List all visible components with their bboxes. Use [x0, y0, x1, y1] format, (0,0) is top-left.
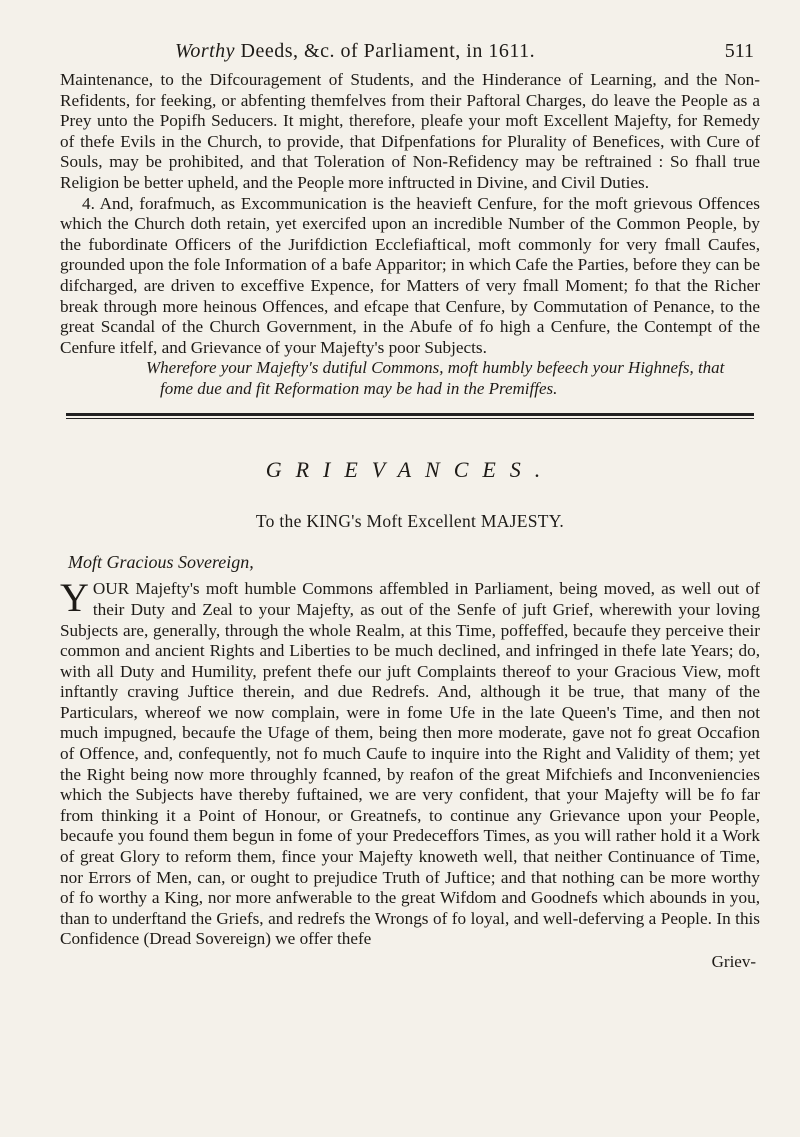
page-number: 511: [724, 40, 754, 62]
running-title-rest: Deeds, &c. of Parliament, in 1611.: [235, 40, 536, 62]
document-page: [60, 38, 760, 971]
drop-cap: Y: [60, 575, 89, 621]
body-text: OUR Majefty's moft humble Commons affembled in Parliament, being moved, as well out of their Duty and Zeal to your Majefty, as out of the Senfe of juft Grief, wherewith your loving Subjects are, generally, through the whole Realm, at this Time, poffeffed, becaufe they perceive their common and ancient Rights and Liberties to be much declined, and infringed in thefe late Years; do, with all Duty and Humility, prefent thefe our juft Complaints thereof to your Gracious View, moft inftantly craving Juftice therein, and due Redrefs. And, although it be true, that many of the Particulars, whereof we now complain, were in fome Ufe in the late Queen's Time, and then not much impugned, becaufe the Ufage of them, being then more moderate, gave not fo great Occafion of Offence, and, confequently, not fo much Caufe to inquire into the Right and Validity of them; yet the Right being now more throughly fcanned, by reafon of the great Mifchiefs and Inconveniencies which the Subjects have thereby fuftained, we are very confident, that your Majefty will be fo far from thinking it a Point of Honour, or Greatnefs, to continue any Grievance upon your People, becaufe you found them begun in fome of your Predeceffors Times, as you will rather hold it a Work of great Glory to reform them, fince your Majefty knoweth well, that neither Continuance of Time, nor Errors of Men, can, or ought to prejudice Truth of Juftice; and that nothing can be more worthy of fo worthy a King, nor more anfwerable to the great Wifdom and Goodnefs which abounds in you, than to underftand the Griefs, and redrefs the Wrongs of fo loyal, and well-deferving a People. In this Confidence (Dread Sovereign) we offer thefe: [60, 579, 760, 949]
running-title: [175, 40, 535, 63]
running-title-italic: Worthy: [175, 40, 236, 62]
body-paragraph: [60, 575, 760, 950]
section-heading: GRIEVANCES.: [265, 457, 555, 483]
paragraph-excommunication: 4. And, forafmuch, as Excommunication is the heavieft Cenfure, for the moft grievous Offences which the Church doth retain, yet exercifed upon an incredible Number of the Common People, by the fubordinate Officers of the Jurifdiction Ecclefiaftical, moft commonly for very fmall Caufes, grounded upon the fole Information of a bafe Apparitor; in which Cafe the Parties, before they can be difcharged, are driven to exceffive Expence, for Matters of very fmall Moment; fo that the Richer break through more heinous Offences, and efcape that Cenfure, by Commutation of Penance, to the great Scandal of the Church Government, in the Abufe of fo high a Cenfure, the Contempt of the Cenfure itfelf, and Grievance of your Majefty's poor Subjects.: [60, 193, 760, 357]
salutation: Moft Gracious Sovereign,: [68, 552, 254, 573]
section-rule: [66, 413, 754, 419]
running-head: [60, 38, 760, 70]
address-line: To the KING's Moft Excellent MAJESTY.: [255, 511, 565, 532]
body-block: [60, 575, 760, 971]
paragraph-maintenance: Maintenance, to the Difcouragement of Students, and the Hinderance of Learning, and the Non-Refidents, for feeking, or abfenting themfelves from their Paftoral Charges, do leave the People as a Prey unto the Popifh Seducers. It might, therefore, pleafe your moft Excellent Majefty, for Remedy of thefe Evils in the Church, to provide, that Difpenfations for Plurality of Benefices, with Cure of Souls, may be prohibited, and that Toleration of Non-Refidency may be reftrained : So fhall true Religion be better upheld, and the People more inftructed in Divine, and Civil Duties.: [60, 70, 760, 192]
catchword: Griev-: [711, 952, 756, 971]
wherefore-petition: Wherefore your Majefty's dutiful Commons, moft humbly befeech your Highnefs, that fome due and fit Reformation may be had in the Premiffes.: [146, 358, 725, 398]
